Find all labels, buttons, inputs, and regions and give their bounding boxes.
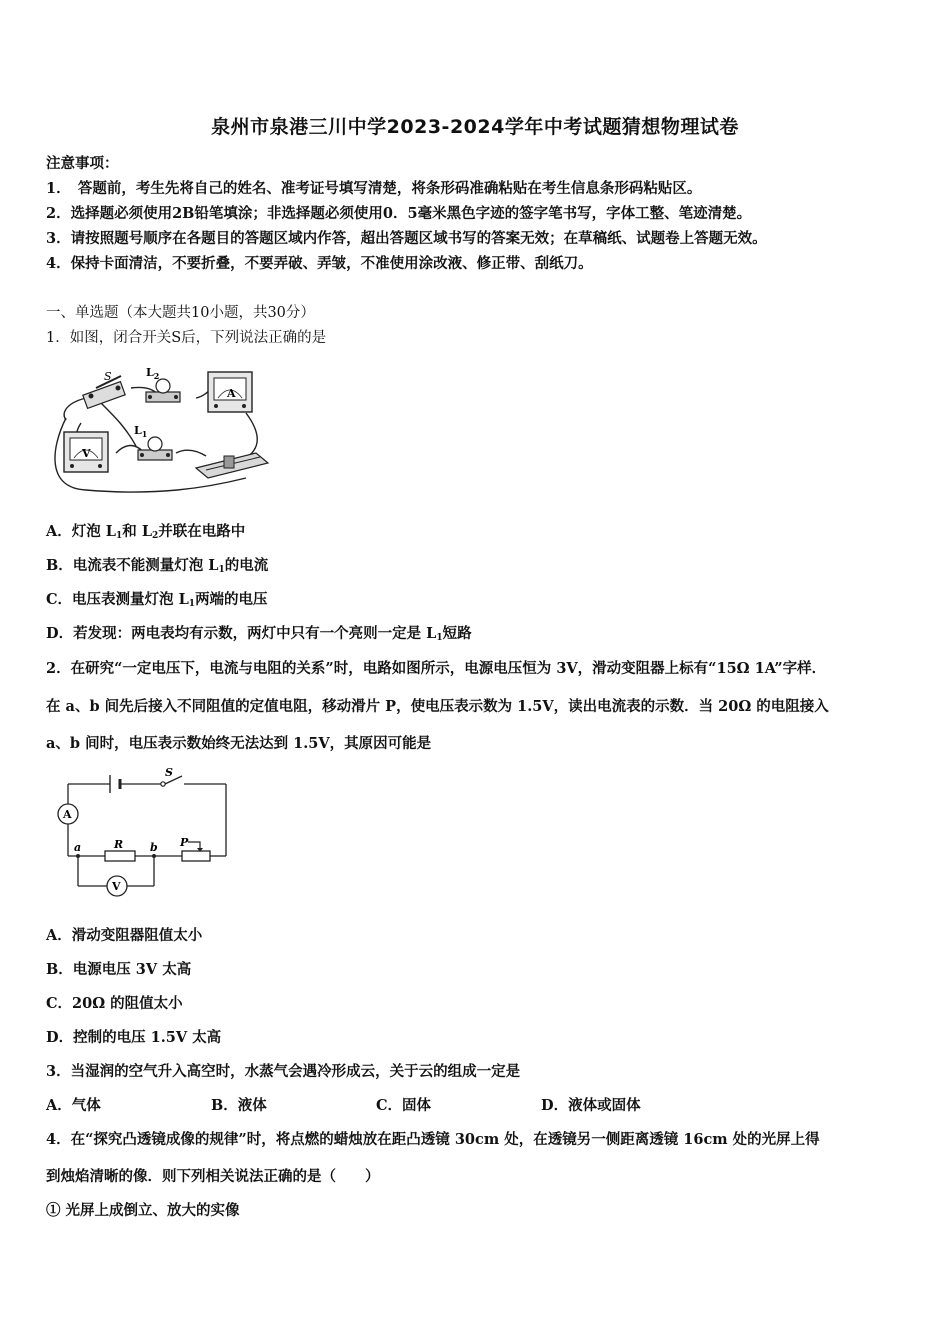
lamp-l2-component <box>146 379 180 402</box>
q1-circuit-figure <box>46 358 276 498</box>
q3-option-a: A．气体 <box>46 1097 101 1114</box>
label-node-a: a <box>74 841 82 854</box>
label-resistor-r: R <box>114 838 124 851</box>
wire-a-rheo <box>246 413 257 458</box>
resistor-r <box>105 851 135 861</box>
label-ammeter: A <box>227 387 236 400</box>
rheostat-slider <box>188 842 200 851</box>
q2-option-a: A．滑动变阻器阻值太小 <box>46 927 203 944</box>
q4-item-1: ① 光屏上成倒立、放大的实像 <box>46 1202 240 1219</box>
label-voltmeter-v: V <box>112 880 121 893</box>
notice-item-2: 2．选择题必须使用2B铅笔填涂；非选择题必须使用0．5毫米黑色字迹的签字笔书写，字体工整、笔迹清楚。 <box>46 205 752 222</box>
notice-item-4: 4．保持卡面清洁，不要折叠，不要弄破、弄皱，不准使用涂改液、修正带、刮纸刀。 <box>46 255 593 272</box>
label-slider-p: P <box>180 836 189 849</box>
notice-item-3: 3．请按照题号顺序在各题目的答题区域内作答，超出答题区域书写的答案无效；在草稿纸、试题卷上答题无效。 <box>46 230 767 247</box>
q1-stem: 1．如图，闭合开关S后，下列说法正确的是 <box>46 330 327 346</box>
q2-line-2: 在 a、b 间先后接入不同阻值的定值电阻，移动滑片 P，使电压表示数为 1.5V，读出电流表的示数．当 20Ω 的电阻接入 <box>46 698 829 715</box>
q3-stem: 3．当湿润的空气升入高空时，水蒸气会遇冷形成云，关于云的组成一定是 <box>46 1063 521 1080</box>
q3-option-c: C．固体 <box>376 1097 432 1114</box>
rheostat-component <box>196 453 268 478</box>
notice-heading: 注意事项： <box>46 155 119 172</box>
node-b <box>152 854 156 858</box>
label-voltmeter: V <box>82 447 91 460</box>
switch-pivot <box>161 782 165 786</box>
q1-option-d: D．若发现：两电表均有示数，两灯中只有一个亮则一定是 $L_1$短路 <box>46 625 472 643</box>
notice-item-1: 1． 答题前，考生先将自己的姓名、准考证号填写清楚，将条形码准确粘贴在考生信息条形码粘贴区。 <box>46 180 702 197</box>
label-l1: $L_1$ <box>134 424 148 439</box>
wire-left <box>64 398 86 420</box>
q4-line-1: 4．在“探究凸透镜成像的规律”时，将点燃的蜡烛放在距凸透镜 30cm 处，在透镜另一侧距离透镜 16cm 处的光屏上得 <box>46 1131 820 1148</box>
lamp-l1-component <box>138 437 172 460</box>
label-node-b: b <box>150 841 158 854</box>
q2-option-b: B．电源电压 3V 太高 <box>46 961 192 978</box>
label-ammeter-a: A <box>63 808 72 821</box>
q2-line-1: 2．在研究“一定电压下，电流与电阻的关系”时，电路如图所示，电源电压恒为 3V，滑动变阻器上标有“15Ω 1A”字样． <box>46 660 827 677</box>
q4-line-2: 到烛焰清晰的像．则下列相关说法正确的是（ ） <box>46 1168 380 1185</box>
exam-title: 泉州市泉港三川中学2023-2024学年中考试题猜想物理试卷 <box>211 116 739 138</box>
q2-circuit-figure <box>50 768 240 908</box>
rheostat-symbol <box>182 851 210 861</box>
wire-l1-rheo <box>176 450 206 456</box>
label-s: S <box>104 370 112 383</box>
q2-line-3: a、b 间时，电压表示数始终无法达到 1.5V，其原因可能是 <box>46 735 432 752</box>
label-switch-s: S <box>165 768 173 779</box>
q1-option-b: B．电流表不能测量灯泡 $L_1$的电流 <box>46 557 269 575</box>
q2-option-d: D．控制的电压 1.5V 太高 <box>46 1029 222 1046</box>
q3-options-row <box>46 1094 641 1115</box>
q1-option-a: A．灯泡 $L_1$和 $L_2$并联在电路中 <box>46 523 246 541</box>
label-l2: $L_2$ <box>146 366 160 381</box>
q3-option-d: D．液体或固体 <box>541 1097 641 1114</box>
section-heading: 一、单选题（本大题共10小题，共30分） <box>46 305 315 321</box>
q2-option-c: C．20Ω 的阻值太小 <box>46 995 183 1012</box>
q1-option-c: C．电压表测量灯泡 $L_1$两端的电压 <box>46 591 268 609</box>
q3-option-b: B．液体 <box>211 1097 267 1114</box>
node-a <box>76 854 80 858</box>
